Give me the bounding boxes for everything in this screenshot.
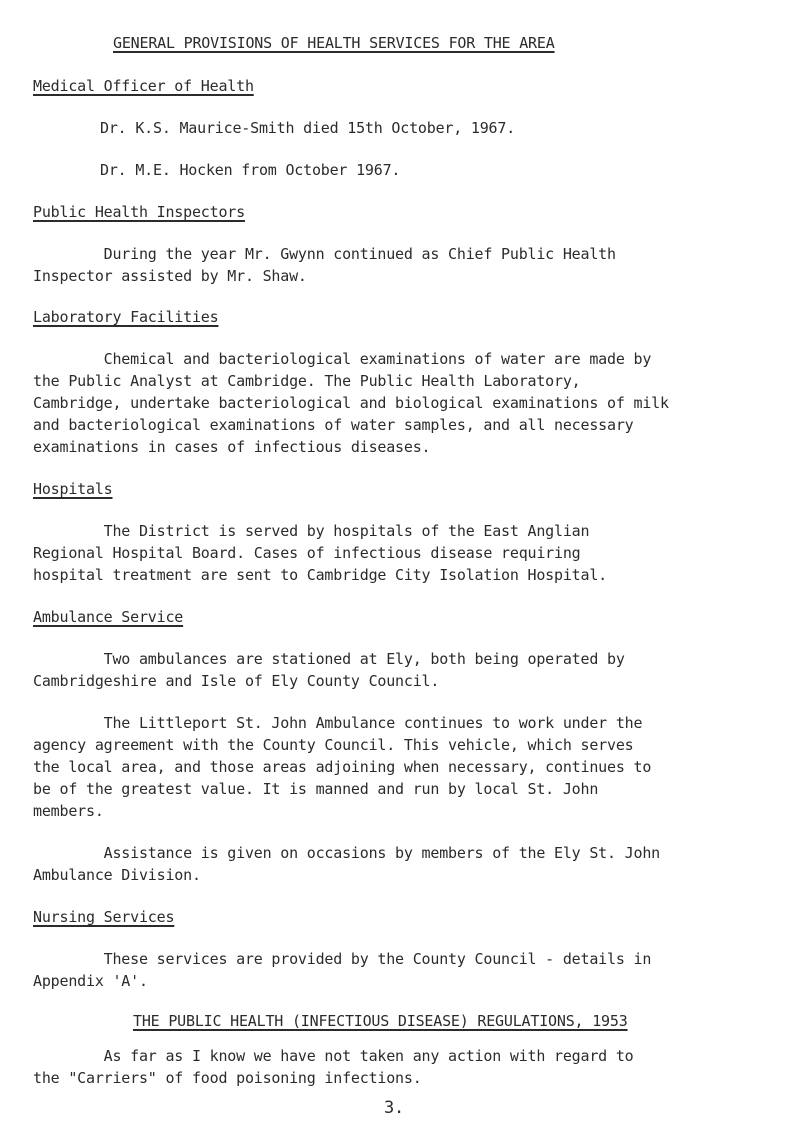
hospitals-heading: Hospitals <box>33 480 113 498</box>
ambulance-b-line-4: be of the greatest value. It is manned and run by local St. John <box>33 780 599 798</box>
moh-paragraph-1: Dr. K.S. Maurice-Smith died 15th October, 1967. <box>100 119 516 137</box>
hospitals-line-3: hospital treatment are sent to Cambridge City Isolation Hospital. <box>33 566 607 584</box>
regulations-line-1: As far as I know we have not taken any action with regard to <box>33 1047 634 1065</box>
nursing-line-2: Appendix 'A'. <box>33 972 148 990</box>
nursing-line-1: These services are provided by the County Council - details in <box>33 950 652 968</box>
lab-line-1: Chemical and bacteriological examinations of water are made by <box>33 350 652 368</box>
ambulance-b-line-5: members. <box>33 802 104 820</box>
moh-heading: Medical Officer of Health <box>33 77 254 95</box>
ambulance-a-line-2: Cambridgeshire and Isle of Ely County Council. <box>33 672 440 690</box>
phi-heading: Public Health Inspectors <box>33 203 245 221</box>
hospitals-line-2: Regional Hospital Board. Cases of infectious disease requiring <box>33 544 581 562</box>
ambulance-b-line-2: agency agreement with the County Council. This vehicle, which serves <box>33 736 634 754</box>
lab-line-2: the Public Analyst at Cambridge. The Public Health Laboratory, <box>33 372 581 390</box>
ambulance-b-line-1: The Littleport St. John Ambulance continues to work under the <box>33 714 643 732</box>
ambulance-heading: Ambulance Service <box>33 608 184 626</box>
regulations-line-2: the "Carriers" of food poisoning infections. <box>33 1069 422 1087</box>
ambulance-c-line-2: Ambulance Division. <box>33 866 201 884</box>
phi-line-2: Inspector assisted by Mr. Shaw. <box>33 267 307 285</box>
hospitals-line-1: The District is served by hospitals of the East Anglian <box>33 522 590 540</box>
lab-heading: Laboratory Facilities <box>33 308 219 326</box>
page-title: GENERAL PROVISIONS OF HEALTH SERVICES FOR THE AREA <box>113 34 555 52</box>
lab-line-4: and bacteriological examinations of water samples, and all necessary <box>33 416 634 434</box>
ambulance-a-line-1: Two ambulances are stationed at Ely, both being operated by <box>33 650 625 668</box>
nursing-heading: Nursing Services <box>33 908 175 926</box>
ambulance-c-line-1: Assistance is given on occasions by members of the Ely St. John <box>33 844 660 862</box>
regulations-heading: THE PUBLIC HEALTH (INFECTIOUS DISEASE) REGULATIONS, 1953 <box>133 1012 628 1030</box>
page-number: 3. <box>384 1098 405 1118</box>
phi-line-1: During the year Mr. Gwynn continued as Chief Public Health <box>33 245 616 263</box>
lab-line-3: Cambridge, undertake bacteriological and biological examinations of milk <box>33 394 669 412</box>
moh-paragraph-2: Dr. M.E. Hocken from October 1967. <box>100 161 401 179</box>
lab-line-5: examinations in cases of infectious diseases. <box>33 438 431 456</box>
ambulance-b-line-3: the local area, and those areas adjoining when necessary, continues to <box>33 758 652 776</box>
